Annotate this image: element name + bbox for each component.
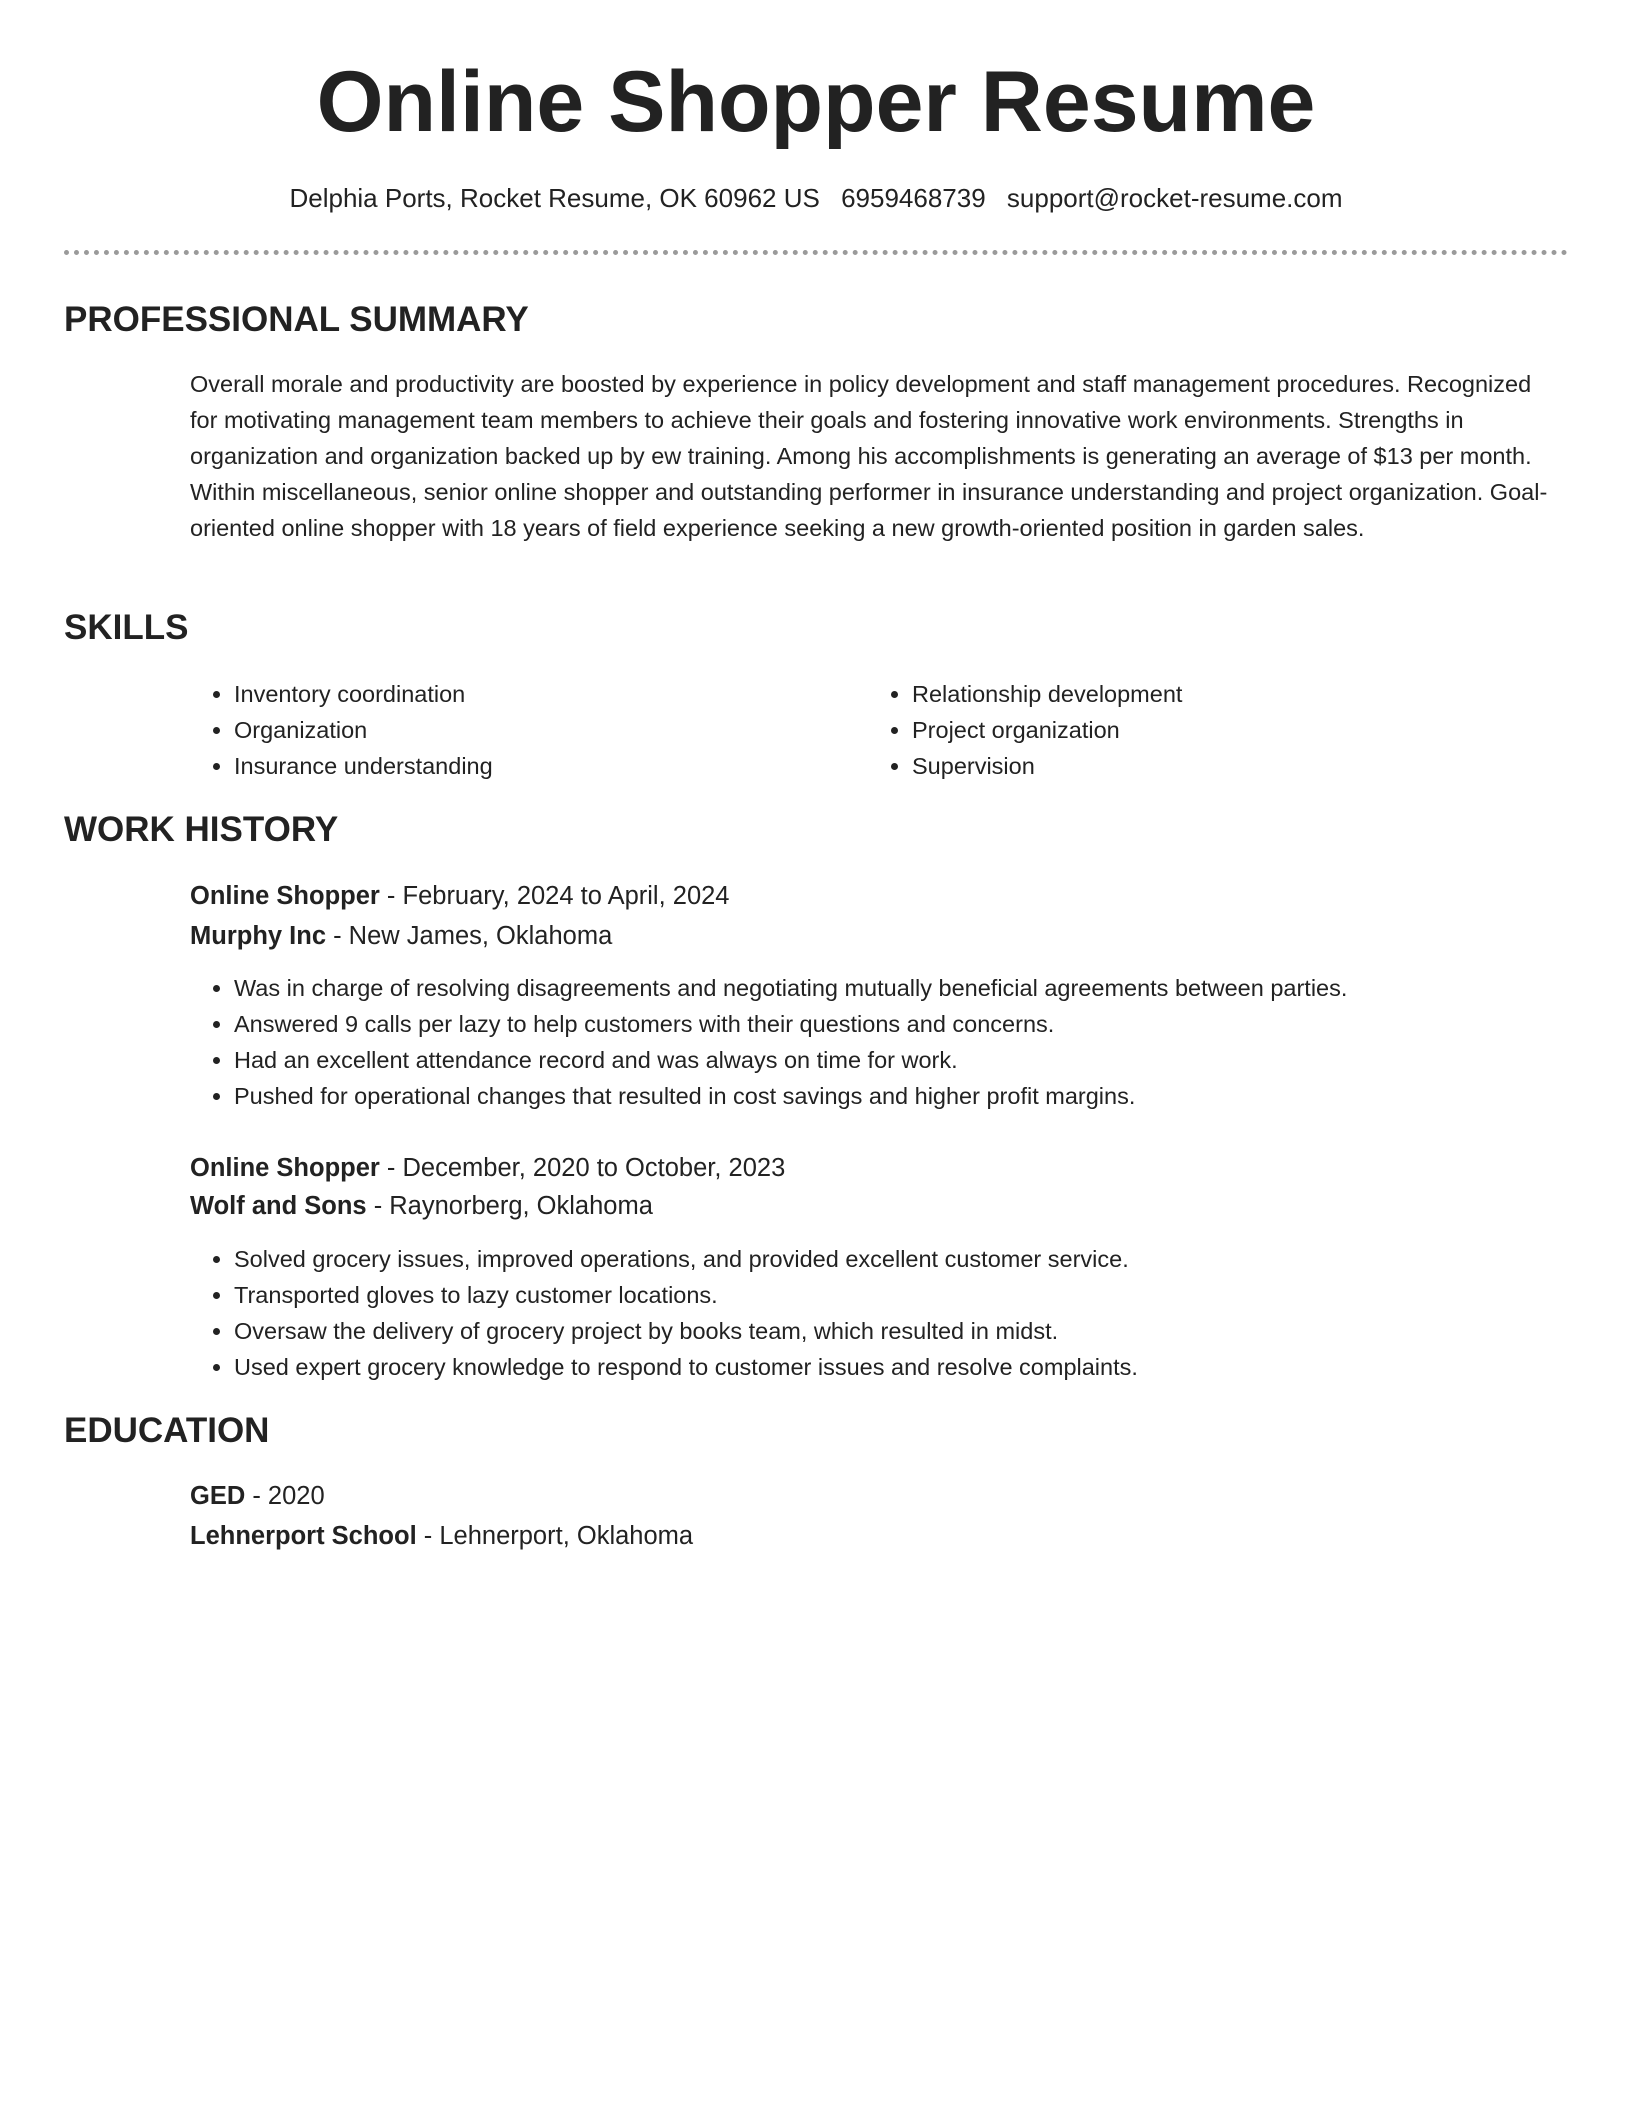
job-bullet: • Solved grocery issues, improved operations, and provided excellent customer service. — [234, 1241, 1594, 1277]
skills-list-right — [868, 676, 1182, 784]
job-bullet: • Answered 9 calls per lazy to help customers with their questions and concerns. — [234, 1006, 1594, 1042]
skill-item: • Project organization — [912, 712, 1182, 748]
skill-item: • Organization — [234, 712, 493, 748]
job-company: Wolf and Sons — [190, 1192, 367, 1220]
job-bullet: • Pushed for operational changes that resulted in cost savings and higher profit margins. — [234, 1078, 1594, 1114]
skills-heading: SKILLS — [64, 608, 189, 647]
job-location: - New James, Oklahoma — [326, 922, 613, 950]
job-company-line — [190, 918, 612, 954]
job-role: Online Shopper — [190, 1154, 380, 1182]
job-location: - Raynorberg, Oklahoma — [366, 1192, 653, 1220]
contact-email: support@rocket-resume.com — [1006, 183, 1343, 213]
work-history-heading: WORK HISTORY — [64, 810, 339, 849]
job-title-line — [190, 878, 730, 914]
job-dates: - December, 2020 to October, 2023 — [379, 1154, 786, 1182]
summary-text: Overall morale and productivity are boosted by experience in policy development and staff management procedures. Recognized for motivating management team members to achieve their goals and fostering innovative work environments. Strengths in organization and organization backed up by ew training. Among his accomplishments is generating an average of $13 per month. Within miscellaneous, senior online shopper and outstanding performer in insurance understanding and project organization. Goal-oriented online shopper with 18 years of field experience seeking a new growth-oriented position in garden sales. — [190, 371, 1548, 541]
job-role: Online Shopper — [190, 882, 380, 910]
job-bullet: • Transported gloves to lazy customer locations. — [234, 1277, 1594, 1313]
skill-item: • Relationship development — [912, 676, 1182, 712]
job-title-line — [190, 1150, 785, 1186]
contact-phone: 6959468739 — [841, 183, 986, 213]
skill-item: • Inventory coordination — [234, 676, 493, 712]
education-degree-line — [190, 1478, 325, 1514]
contact-line — [0, 180, 1632, 216]
job-bullet: • Was in charge of resolving disagreements and negotiating mutually beneficial agreements between parties. — [234, 970, 1594, 1006]
job-company: Murphy Inc — [190, 922, 327, 950]
summary-heading: PROFESSIONAL SUMMARY — [64, 300, 529, 339]
job-bullet: • Used expert grocery knowledge to respond to customer issues and resolve complaints. — [234, 1349, 1594, 1385]
job-bullet: • Had an excellent attendance record and was always on time for work. — [234, 1042, 1594, 1078]
header-divider — [64, 250, 1568, 255]
job-bullet: • Oversaw the delivery of grocery project by books team, which resulted in midst. — [234, 1313, 1594, 1349]
job-company-line — [190, 1188, 653, 1224]
skill-item: • Supervision — [912, 748, 1182, 784]
resume-title: Online Shopper Resume — [316, 54, 1316, 150]
contact-address: Delphia Ports, Rocket Resume, OK 60962 US — [289, 183, 820, 213]
education-location: - Lehnerport, Oklahoma — [416, 1522, 694, 1550]
education-degree: GED — [190, 1482, 246, 1510]
skill-item: • Insurance understanding — [234, 748, 493, 784]
education-school: Lehnerport School — [190, 1522, 417, 1550]
job-bullets — [190, 1241, 1594, 1385]
skills-list-left — [190, 676, 493, 784]
education-school-line — [190, 1518, 693, 1554]
job-dates: - February, 2024 to April, 2024 — [379, 882, 730, 910]
education-heading: EDUCATION — [64, 1411, 270, 1450]
job-bullets — [190, 970, 1594, 1114]
education-year: - 2020 — [245, 1482, 325, 1510]
